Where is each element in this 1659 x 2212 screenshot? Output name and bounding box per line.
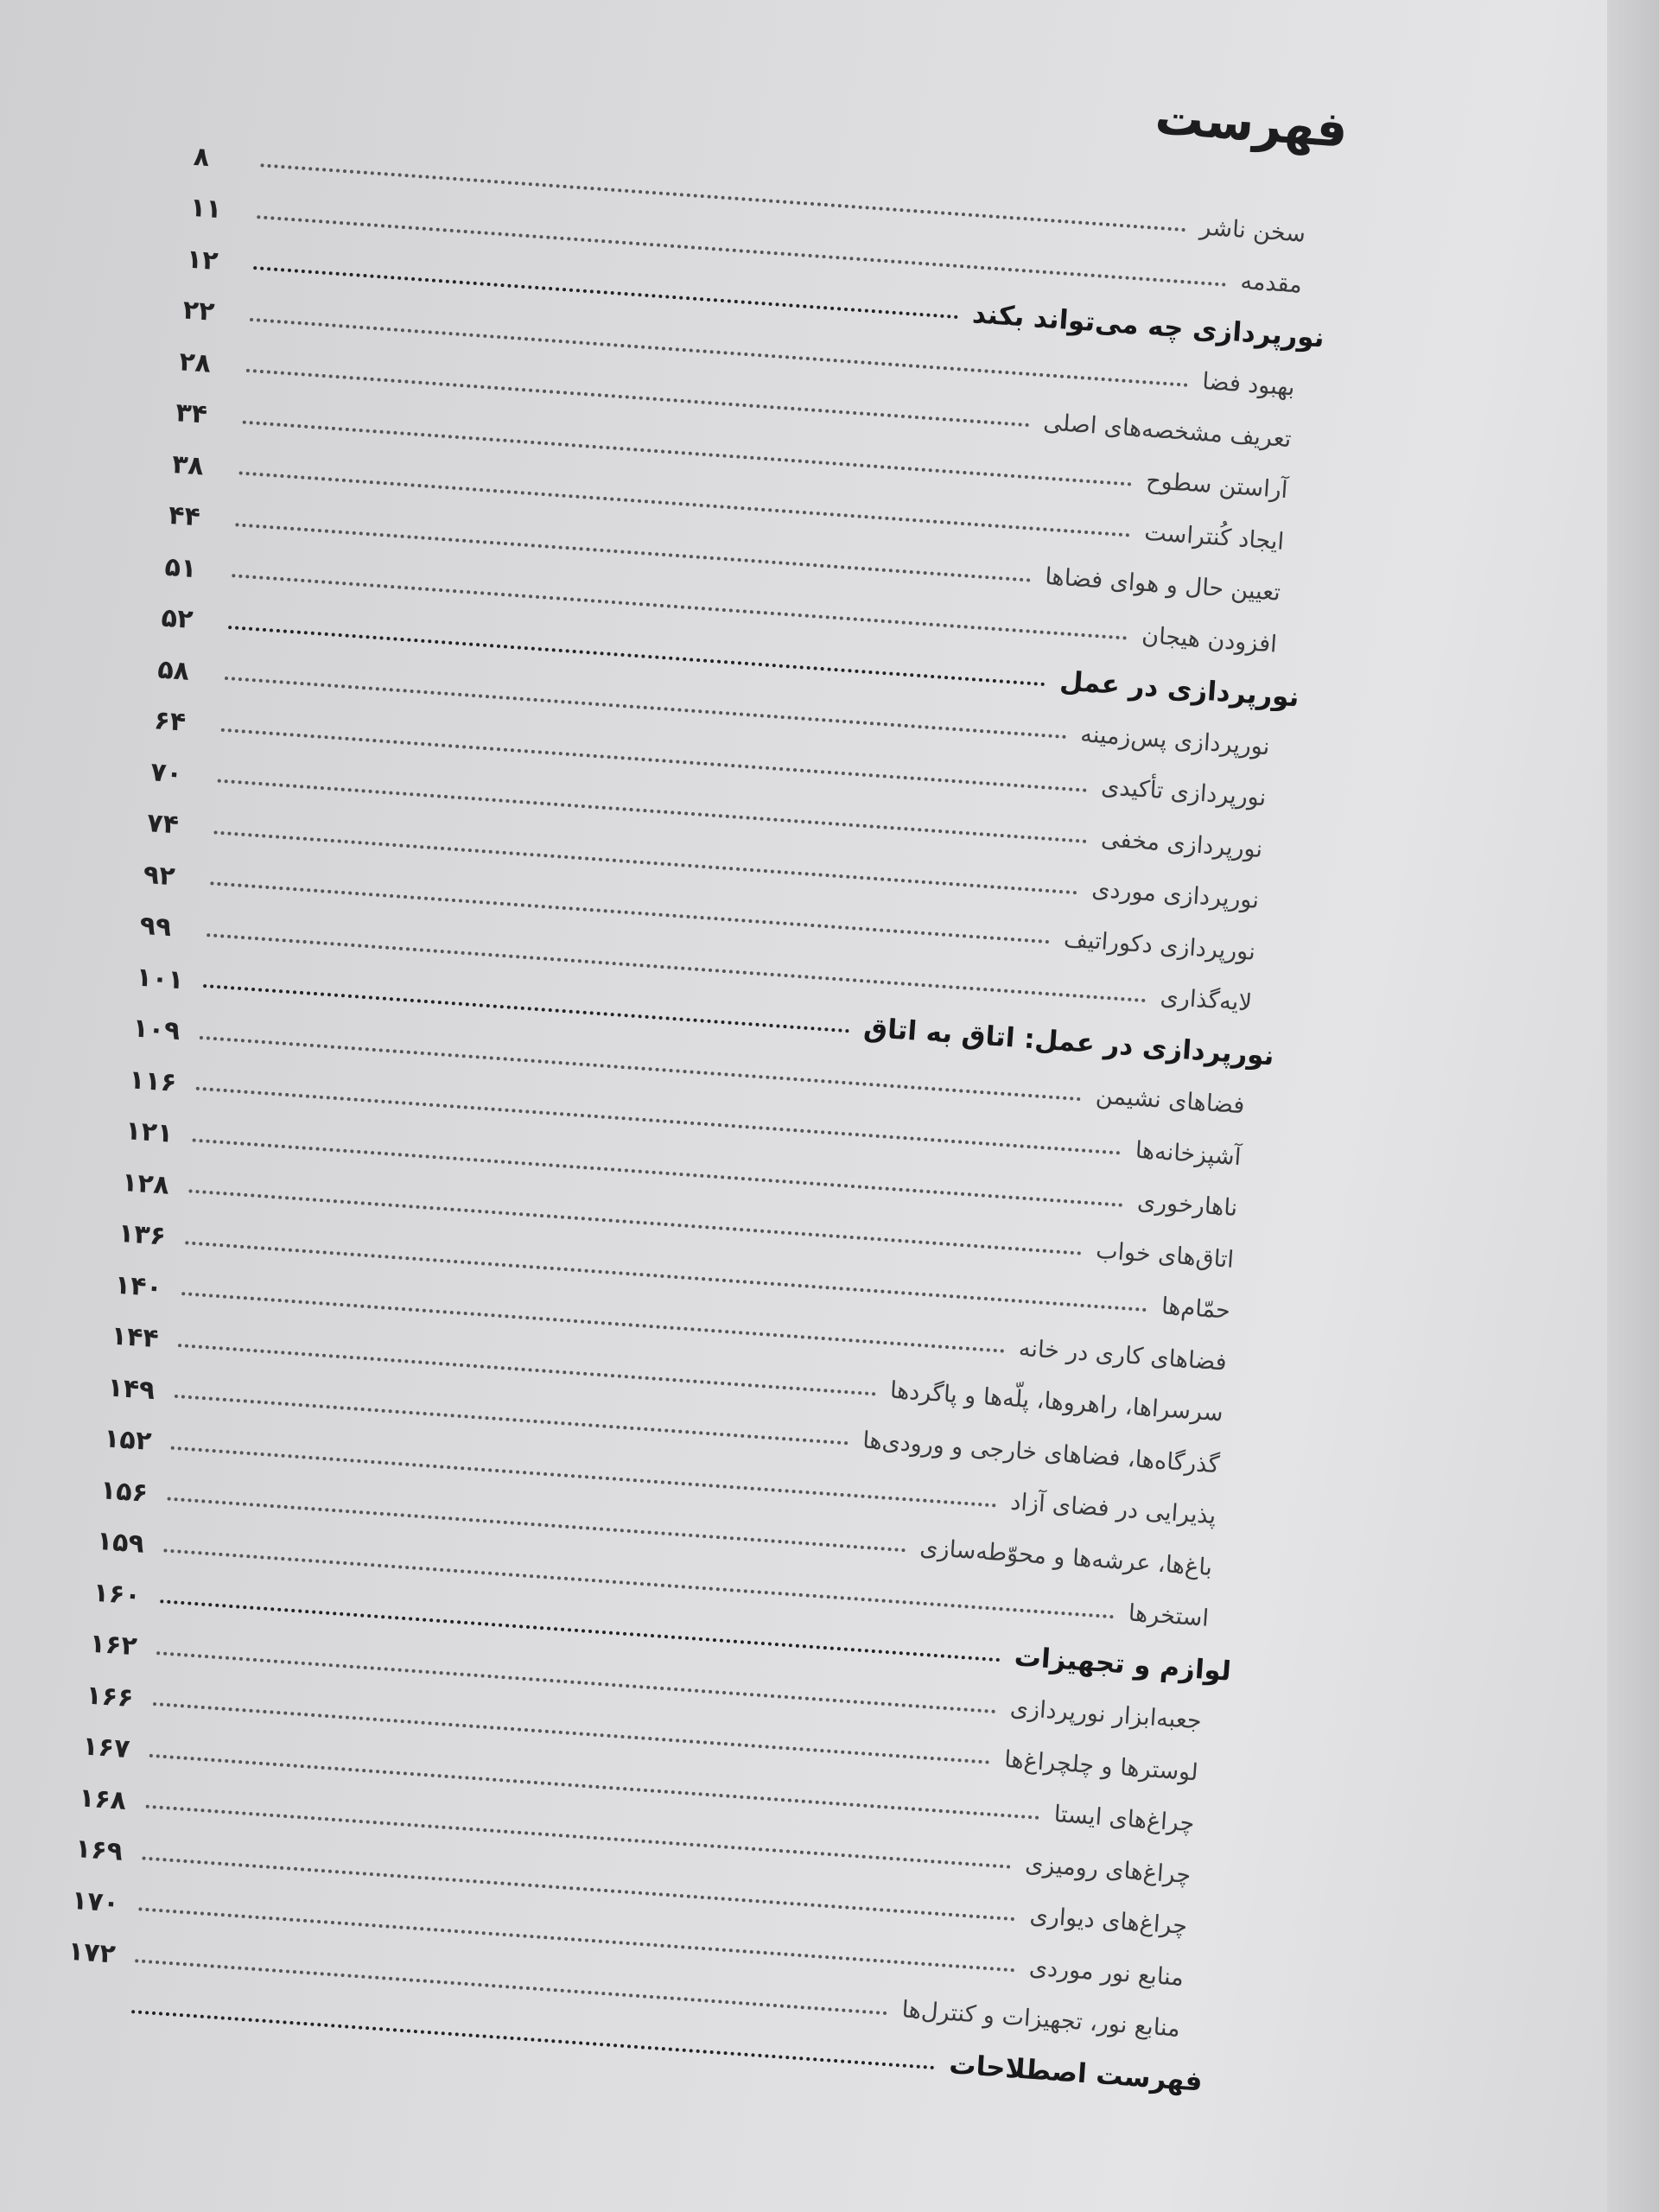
toc-page-number: ۳۸: [170, 448, 205, 481]
toc-entry-label: حمّام‌ها: [1160, 1293, 1231, 1325]
toc-page-number: ۲۸: [178, 346, 213, 379]
toc-entry-label: تعیین حال و هوای فضاها: [1044, 563, 1281, 607]
toc-page-number: ۱۷۲: [67, 1936, 117, 1970]
toc-entry-label: باغ‌ها، عرشه‌ها و محوّطه‌سازی: [918, 1533, 1214, 1581]
toc-page-number: ۱۷۰: [70, 1885, 120, 1919]
toc-page-number: ۲۲: [181, 295, 216, 327]
toc-entry-label: ناهارخوری: [1136, 1188, 1239, 1223]
toc-page-number: ۵۱: [163, 551, 198, 584]
toc-entry-label: مقدمه: [1239, 267, 1303, 299]
toc-page-number: ۴۴: [167, 499, 201, 533]
toc-entry-label: منابع نور، تجهیزات و کنترل‌ها: [900, 1996, 1181, 2043]
toc-entry-label: سرسراها، راهروها، پلّه‌ها و پاگردها: [888, 1376, 1224, 1427]
toc-page-number: ۱۴۰: [113, 1269, 163, 1303]
toc-page-number: ۸: [192, 141, 211, 173]
toc-page-number: ۱۲۸: [120, 1166, 171, 1201]
toc-page-number: ۱۵۶: [99, 1474, 149, 1509]
toc-page-number: ۱۵۲: [103, 1423, 153, 1458]
toc-page-number: ۱۶۶: [85, 1680, 135, 1713]
toc-page-number: ۱۶۲: [88, 1628, 138, 1662]
toc-entry-label: آراستن سطوح: [1145, 467, 1289, 505]
toc-page-number: ۱۲۱: [124, 1116, 175, 1149]
toc-entry-label: نورپردازی در عمل: [1058, 664, 1300, 714]
toc-entry-label: نورپردازی مخفی: [1100, 824, 1264, 863]
toc-entry-label: لایه‌گذاری: [1159, 983, 1253, 1017]
toc-page-number: ۱۳۶: [117, 1217, 167, 1252]
toc-entry-label: فضاهای کاری در خانه: [1018, 1334, 1228, 1376]
toc-entry-label: لوازم و تجهیزات: [1013, 1641, 1232, 1688]
toc-entry-label: پذیرایی در فضای آزاد: [1009, 1488, 1217, 1530]
toc-page-number: ۳۴: [175, 397, 209, 430]
toc-entry-label: نورپردازی دکوراتیف: [1063, 925, 1256, 966]
toc-page-number: ۱۰۱: [135, 962, 185, 995]
toc-entry-label: فهرست اصطلاحات: [948, 2049, 1204, 2098]
toc-entry-label: گذرگاه‌ها، فضاهای خارجی و ورودی‌ها: [861, 1427, 1221, 1478]
toc-page-number: ۱۶۷: [81, 1731, 131, 1765]
toc-entry-label: ایجاد کُنتراست: [1143, 518, 1286, 556]
toc-entry-label: استخرها: [1127, 1599, 1210, 1632]
toc-entry-label: لوسترها و چلچراغ‌ها: [1003, 1745, 1199, 1786]
toc-page-number: ۹۲: [142, 859, 176, 892]
toc-entry-label: نورپردازی چه می‌تواند بکند: [971, 298, 1325, 354]
toc-entry-label: فضاهای نشیمن: [1095, 1082, 1246, 1120]
toc-title: فهرست: [1153, 89, 1350, 159]
toc-page-number: ۹۹: [138, 910, 173, 944]
page-edge: [1607, 0, 1659, 2212]
toc-page-number: ۱۶۰: [92, 1577, 142, 1611]
toc-entry-label: چراغ‌های رومیزی: [1024, 1850, 1192, 1889]
toc-entry-label: نورپردازی موردی: [1090, 875, 1261, 914]
toc-entry-label: بهبود فضا: [1201, 367, 1296, 402]
toc-page-number: ۱۰۹: [131, 1013, 181, 1047]
table-of-contents: [56, 0, 1365, 2207]
toc-page-number: ۶۴: [153, 705, 188, 738]
toc-page-number: ۵۲: [160, 602, 194, 636]
toc-page-number: ۱۱: [188, 192, 223, 226]
toc-entry-label: نورپردازی تأکیدی: [1100, 772, 1268, 812]
toc-entry-label: نورپردازی در عمل: اتاق به اتاق: [862, 1012, 1275, 1072]
toc-entry-label: تعریف مشخصه‌های اصلی: [1042, 408, 1293, 453]
toc-page-number: ۷۴: [145, 808, 180, 841]
toc-page-number: ۵۸: [156, 653, 191, 687]
toc-entry-label: آشپزخانه‌ها: [1134, 1136, 1243, 1171]
toc-entry-label: جعبه‌ابزار نورپردازی: [1009, 1694, 1203, 1735]
toc-page-number: ۱۱۶: [128, 1064, 178, 1098]
toc-entry-label: چراغ‌های ایستا: [1052, 1801, 1196, 1838]
toc-entry-label: افزودن هیجان: [1141, 621, 1278, 658]
toc-entry-label: سخن ناشر: [1198, 213, 1307, 248]
toc-page-number: ۱۵۹: [95, 1525, 146, 1560]
toc-entry-label: اتاق‌های خواب: [1095, 1236, 1236, 1274]
toc-page-number: ۱۲: [185, 244, 219, 276]
toc-page-number: [65, 2003, 125, 2007]
toc-page-number: ۱۴۴: [110, 1320, 160, 1355]
toc-page-number: ۱۴۹: [106, 1371, 156, 1406]
toc-page-number: ۱۶۸: [78, 1782, 128, 1816]
toc-page-number: ۱۶۹: [73, 1834, 124, 1867]
toc-page-number: ۷۰: [149, 756, 184, 790]
toc-entry-label: چراغ‌های دیواری: [1028, 1902, 1189, 1941]
toc-entry-label: نورپردازی پس‌زمینه: [1079, 720, 1271, 760]
toc-entry-label: منابع نور موردی: [1028, 1953, 1185, 1992]
